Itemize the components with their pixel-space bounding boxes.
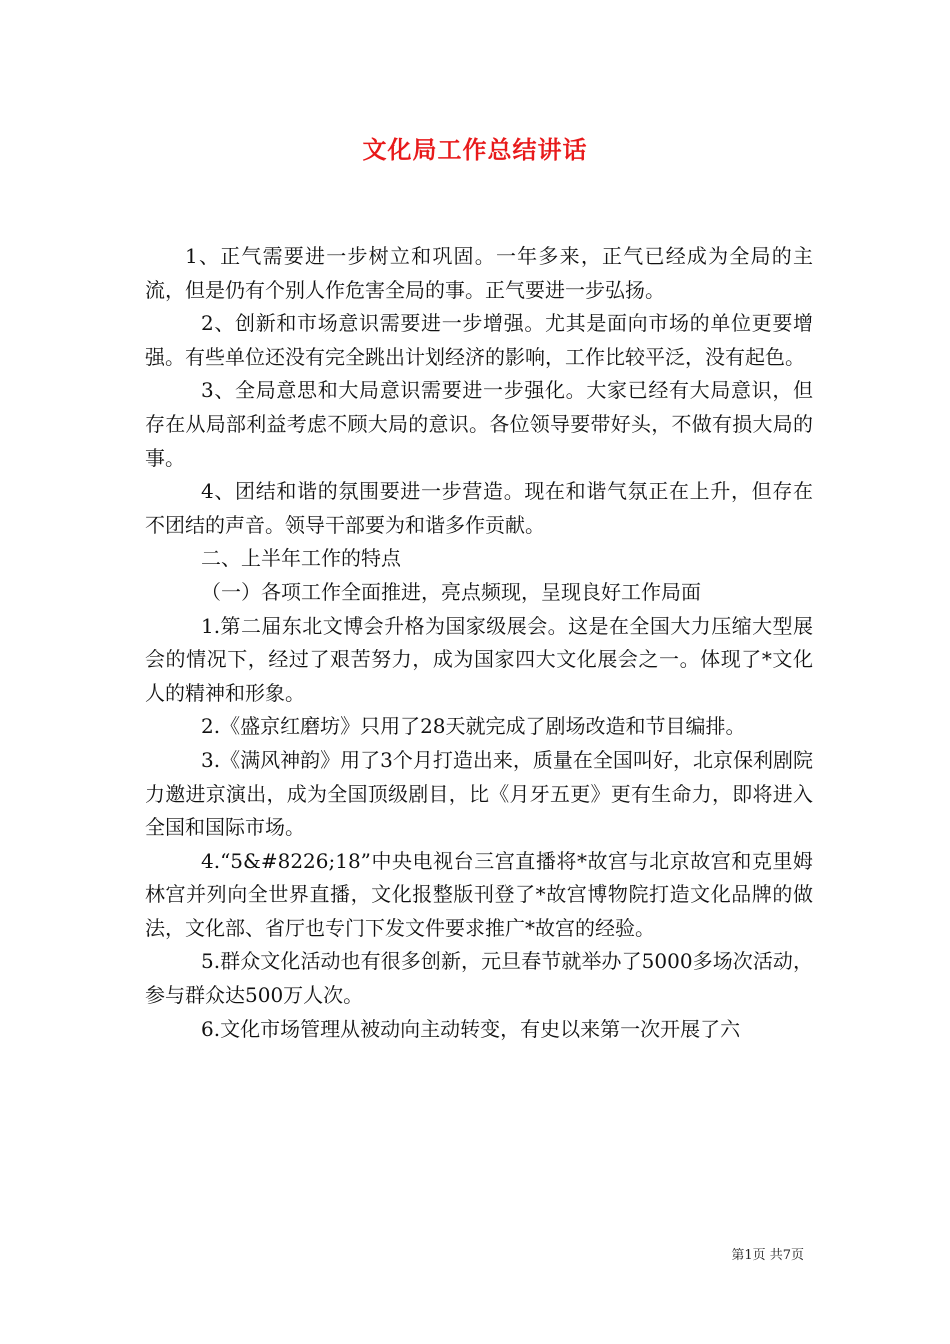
section-heading: 二、上半年工作的特点 [201, 546, 401, 571]
paragraph-2: 2、创新和市场意识需要进一步增强。尤其是面向市场的单位更要增强。有些单位还没有完全跳出计划经济的影响，工作比较平泛，没有起色。 [145, 311, 813, 369]
item-5: 5.群众文化活动也有很多创新，元旦春节就举办了5000多场次活动，参与群众达500万人次。 [145, 949, 813, 1008]
item-3: 3.《满风神韵》用了3个月打造出来，质量在全国叫好，北京保利剧院力邀进京演出，成为全国顶级剧目，比《月牙五更》更有生命力，即将进入全国和国际市场。 [145, 747, 813, 840]
document-body [145, 240, 813, 1046]
paragraph-4: 4、团结和谐的氛围要进一步营造。现在和谐气氛正在上升，但存在不团结的声音。领导干部要为和谐多作贡献。 [145, 479, 813, 537]
paragraph-1: 1、正气需要进一步树立和巩固。一年多来，正气已经成为全局的主流，但是仍有个别人作危害全局的事。正气要进一步弘扬。 [145, 244, 813, 302]
item-6: 6.文化市场管理从被动向主动转变，有史以来第一次开展了六 [201, 1016, 741, 1041]
document-title: 文化局工作总结讲话 [362, 135, 588, 164]
paragraph-3: 3、全局意思和大局意识需要进一步强化。大家已经有大局意识，但存在从局部利益考虑不顾大局的意识。各位领导要带好头，不做有损大局的事。 [145, 378, 813, 470]
page-number: 第1页 共7页 [731, 1248, 804, 1263]
item-1: 1.第二届东北文博会升格为国家级展会。这是在全国大力压缩大型展会的情况下，经过了艰苦努力，成为国家四大文化展会之一。体现了*文化人的精神和形象。 [145, 613, 813, 705]
item-4: 4.“5&#8226;18”中央电视台三宫直播将*故宫与北京故宫和克里姆林宫并列向全世界直播，文化报整版刊登了*故宫博物院打造文化品牌的做法，文化部、省厅也专门下发文件要求推广*故宫的经验。 [145, 848, 813, 940]
subsection-heading: （一）各项工作全面推进，亮点频现，呈现良好工作局面 [201, 579, 701, 604]
item-2: 2.《盛京红磨坊》只用了28天就完成了剧场改造和节目编排。 [201, 714, 746, 739]
